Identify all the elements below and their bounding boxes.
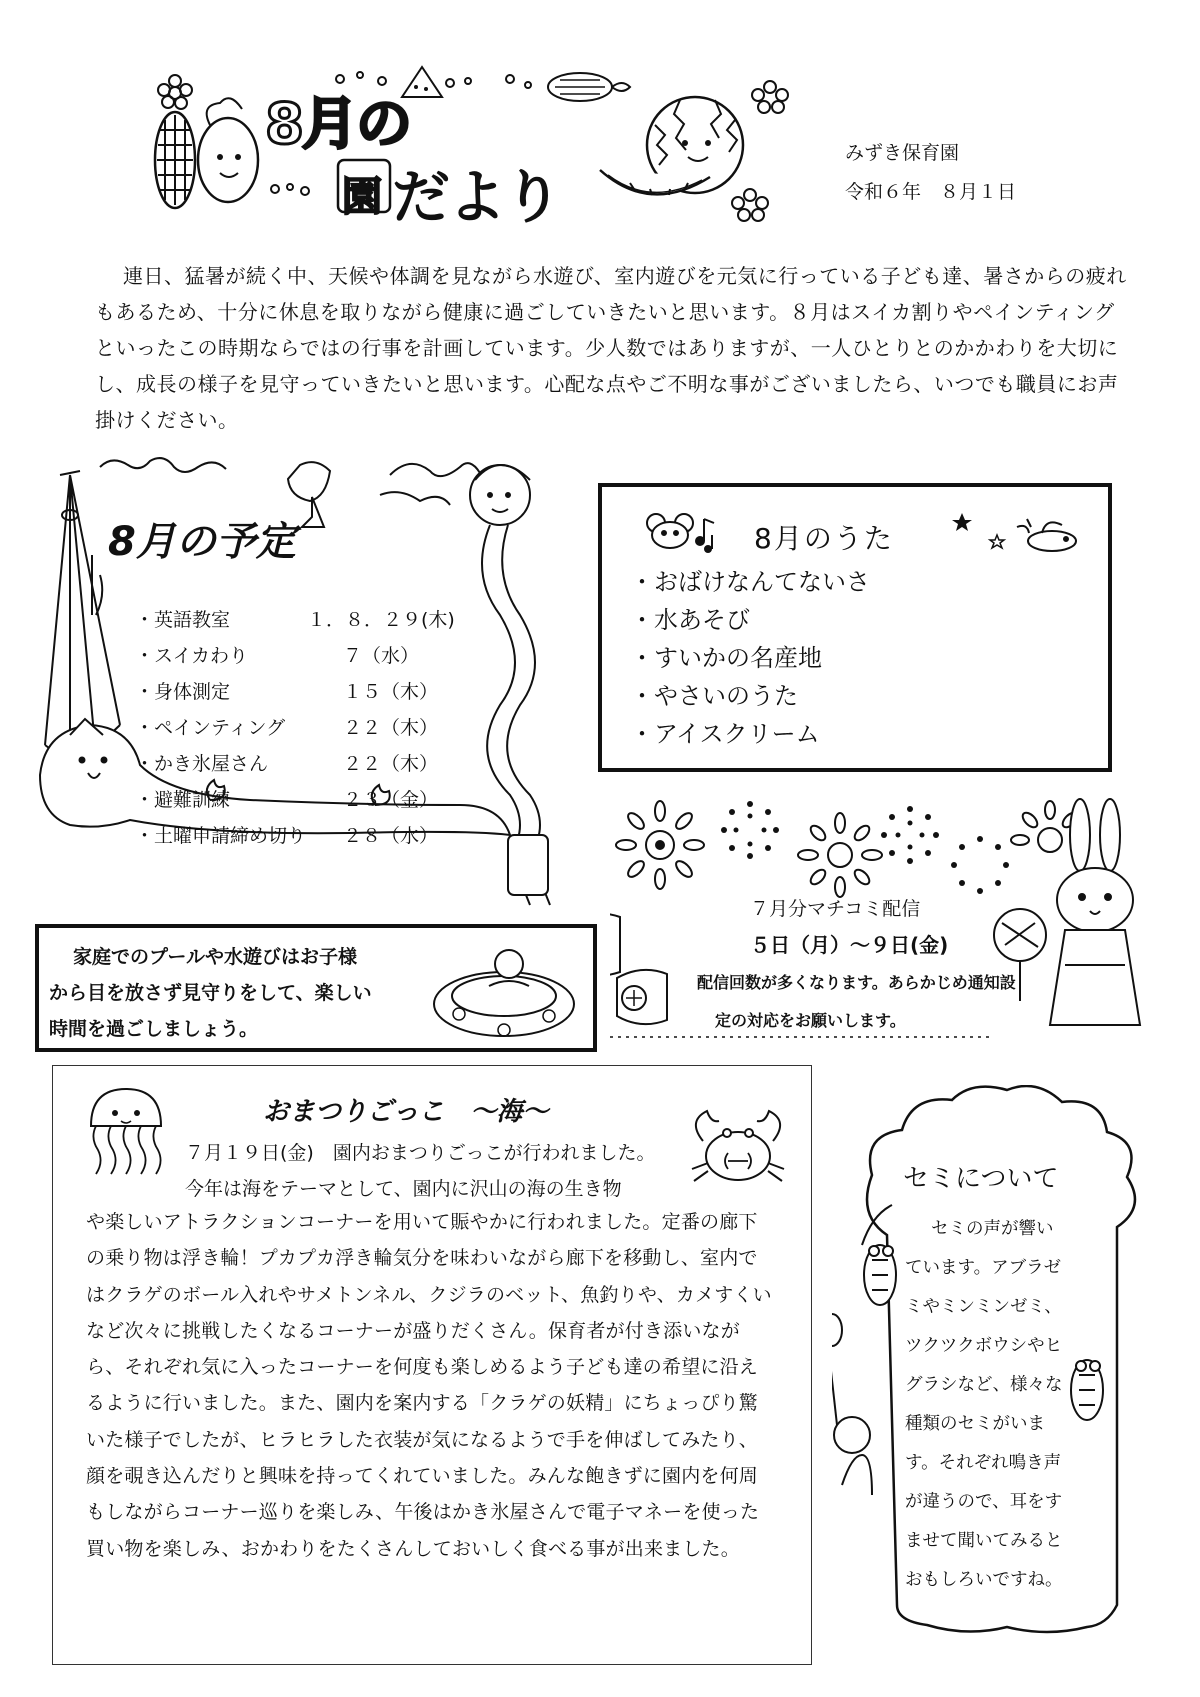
pool-notice-line3: 時間を過ごしましょう。 [49,1018,259,1040]
schedule-item-label: ・土曜申請締め切り [135,825,307,847]
intro-paragraph: 連日、猛暑が続く中、天候や体調を見ながら水遊び、室内遊びを元気に行っている子ども達、暑さからの疲れもあるため、十分に休息を取りながら健康に過ごしていきたいと思います。８月はスイカ割りやペインティングといったこの時期ならではの行事を計画しています。少人数ではありますが、一人ひとりとのかかわりを大切にし、成長の様子を見守っていきたいと思います。心配な点やご不明な事がございましたら、いつでも職員にお声掛けください。 [95,264,1127,432]
schedule-item [135,641,248,668]
schedule-item-date: ２８（水） [343,825,439,847]
schedule-item-label: ・かき氷屋さん [135,753,269,775]
corn-icon [548,73,630,101]
title-number: 8月の [265,92,410,157]
cicada-line: ミやミンミンゼミ、 [905,1297,1062,1317]
issue-date: 令和６年 ８月１日 [845,181,1017,203]
festival-title: おまつりごっこ ～海～ [263,1097,549,1127]
song-item: ・アイスクリーム [630,720,820,748]
schedule-item-label: ・スイカわり [135,645,249,667]
flower-icon [158,75,192,109]
song-item: ・すいかの名産地 [630,644,822,672]
kiddie-pool-icon [429,936,579,1044]
cicada-text [905,1210,1105,1600]
machicomi-dates: ５日（月）～９日(金) [750,933,949,957]
pool-notice-line1: 家庭でのプールや水遊びはお子様 [73,946,358,968]
bird-icon [1017,519,1076,551]
songs-heading: 8月のうた [754,522,894,555]
schedule-item-label: ・避難訓練 [135,789,231,811]
schedule-item [135,605,230,632]
machicomi-note-line2: 定の対応をお願いします。 [715,1011,906,1030]
song-item: ・水あそび [630,606,750,634]
cicada-line: す。それぞれ鳴き声 [905,1453,1062,1473]
song-item: ・おばけなんてないさ [630,568,870,596]
cicada-line: ツクツクボウシやヒ [905,1336,1063,1356]
jellyfish-icon [81,1081,171,1191]
child-with-net-icon [832,1314,872,1495]
schedule-item-label: ・ペインティング [135,717,286,739]
schedule-item-date: ２２（木） [343,753,439,775]
festival-line2: 今年は海をテーマとして、園内に沢山の海の生き物 [185,1178,622,1200]
music-note-icon [696,519,714,552]
corn-character-icon [155,98,258,208]
schedule-list [135,605,495,875]
school-name: みずき保育園 [845,142,960,164]
title-text: だより [392,163,561,231]
pool-notice-box [35,924,597,1052]
songs-box [598,483,1112,772]
cicada-line: セミの声が響い [931,1219,1054,1239]
schedule-item-date: ２２（木） [343,717,439,739]
mouse-icon [647,514,693,548]
cicada-line: ませて聞いてみると [905,1531,1063,1551]
festival-body: や楽しいアトラクションコーナーを用いて賑やかに行われました。定番の廊下の乗り物は浮き輪！プカプカ浮き輪気分を味わいながら廊下を移動し、室内ではクラゲのボール入れやサメトンネル、クジラのベット、魚釣りや、カメすくいなど次々に挑戦したくなるコーナーが盛りだくさん。保育者が付き添いながら、それぞれ気に入ったコーナーを何度も楽しめるよう子ども達の希望に沿えるように行いました。また、園内を案内する「クラゲの妖精」にちょっぴり驚いた様子でしたが、ヒラヒラした衣装が気になるようで手を伸ばしてみたり、顔を覗き込んだりと興味を持ってくれていました。みんな飽きずに園内を何周もしながらコーナー巡りを楽しみ、午後はかき氷屋さんで電子マネーを使った買い物を楽しみ、おかわりをたくさんしておいしく食べる事が出来ました。 [86,1211,772,1560]
festival-line1: ７月１９日(金) 園内おまつりごっこが行われました。 [185,1142,656,1164]
machicomi-title: ７月分マチコミ配信 [750,898,921,920]
songs-list [630,563,870,753]
machicomi-fan [612,968,672,1038]
schedule-heading: 8月の予定 [108,519,296,565]
schedule-item-label: ・身体測定 [135,681,231,703]
schedule-item-date: １５（木） [343,681,439,703]
cicada-line: ています。アブラゼ [905,1258,1062,1278]
fan-icon [612,968,672,1038]
schedule-item [135,749,268,776]
schedule-item [135,713,285,740]
schedule-item [135,785,230,812]
cicada-line: が違うので、耳をす [905,1492,1063,1512]
schedule-item [135,821,306,848]
song-item: ・やさいのうた [630,682,798,710]
fireworks-icon [616,801,1089,897]
schedule-item-date: ２３（金） [343,789,439,811]
schedule-item-date: １．８．２９(木) [307,609,455,631]
cicada-line: グラシなど、様々な [905,1375,1063,1395]
crab-icon [683,1101,793,1191]
electric-fan-icon [610,913,620,975]
schedule-item-date: ７（水） [343,645,420,667]
festival-box [52,1065,812,1665]
watermelon-character-icon [600,97,743,195]
schedule-item-label: ・英語教室 [135,609,231,631]
cicada-title: セミについて [903,1164,1059,1194]
title-kanji: 園 [342,174,382,220]
rabbit-character-icon [994,799,1140,1025]
star-icon [952,513,972,531]
cicada-line: おもしろいですね。 [905,1570,1063,1590]
pool-notice-line2: から目を放さず見守りをして、楽しい [49,982,372,1004]
machicomi-note-line1: 配信回数が多くなります。あらかじめ通知設 [697,973,1016,992]
schedule-item [135,677,230,704]
cicada-line: 種類のセミがいま [905,1414,1045,1434]
